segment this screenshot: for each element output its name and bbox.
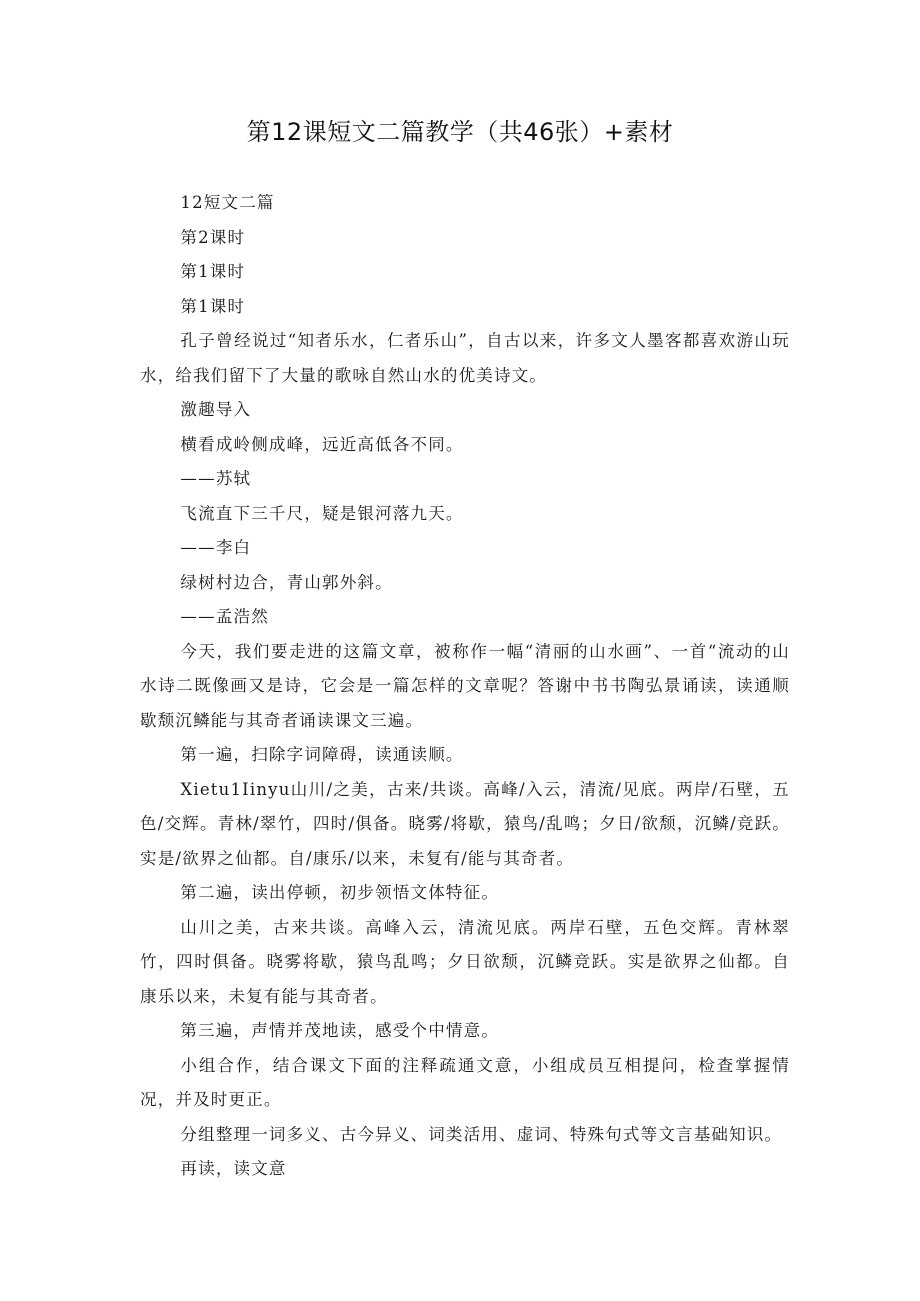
paragraph: 今天，我们要走进的这篇文章，被称作一幅“清丽的山水画”、一首“流动的山水诗二既像画又是诗，它会是一篇怎样的文章呢？答谢中书书陶弘景诵读，读通顺歇颓沉鳞能与其奇者诵读课文三遍。 bbox=[140, 641, 790, 730]
paragraph: 激趣导入 bbox=[180, 400, 252, 419]
paragraph: 第二遍，读出停顿，初步领悟文体特征。 bbox=[180, 883, 500, 902]
paragraph: 分组整理一词多义、古今异义、词类活用、虚词、特殊句式等文言基础知识。 bbox=[180, 1124, 783, 1144]
paragraph: 再读，读文意 bbox=[180, 1159, 287, 1178]
paragraph: 第2课时 bbox=[180, 227, 246, 247]
paragraph: 飞流直下三千尺，疑是银河落九天。 bbox=[180, 503, 464, 523]
paragraph: Xietu1Iinyu山川/之美，古来/共谈。高峰/入云，清流/见底。两岸/石壁，五色/交辉。青林/翠竹，四时/俱备。晓雾/将歇，猿鸟/乱鸣；夕日/欲颓，沉鳞/竞跃。实是/欲界之仙都。自/康乐/以来，未复有/能与其奇者。 bbox=[140, 779, 790, 868]
paragraph: 12短文二篇 bbox=[180, 193, 275, 212]
paragraph: 小组合作，结合课文下面的注释疏通文意，小组成员互相提问，检查掌握情况，并及时更正。 bbox=[140, 1055, 790, 1109]
paragraph: 第1课时 bbox=[180, 296, 246, 316]
paragraph: 山川之美，古来共谈。高峰入云，清流见底。两岸石壁，五色交辉。青林翠竹，四时俱备。晓雾将歇，猿鸟乱鸣；夕日欲颓，沉鳞竞跃。实是欲界之仙都。自康乐以来，未复有能与其奇者。 bbox=[140, 917, 790, 1006]
paragraph: 第1课时 bbox=[180, 262, 246, 281]
attribution: ——李白 bbox=[180, 538, 252, 557]
paragraph: 孔子曾经说过“知者乐水，仁者乐山”，自古以来，许多文人墨客都喜欢游山玩水，给我们留下了大量的歌咏自然山水的优美诗文。 bbox=[140, 331, 790, 385]
attribution: ——孟浩然 bbox=[180, 607, 269, 626]
paragraph: 第三遍，声情并茂地读，感受个中情意。 bbox=[180, 1021, 500, 1040]
attribution: ——苏轼 bbox=[180, 469, 252, 488]
paragraph: 绿树村边合，青山郭外斜。 bbox=[180, 572, 393, 592]
paragraph: 横看成岭侧成峰，远近高低各不同。 bbox=[180, 434, 464, 454]
document-body bbox=[140, 186, 790, 1187]
document-title: 第12课短文二篇教学（共46张）+素材 bbox=[246, 118, 674, 146]
paragraph: 第一遍，扫除字词障碍，读通读顺。 bbox=[180, 745, 464, 764]
